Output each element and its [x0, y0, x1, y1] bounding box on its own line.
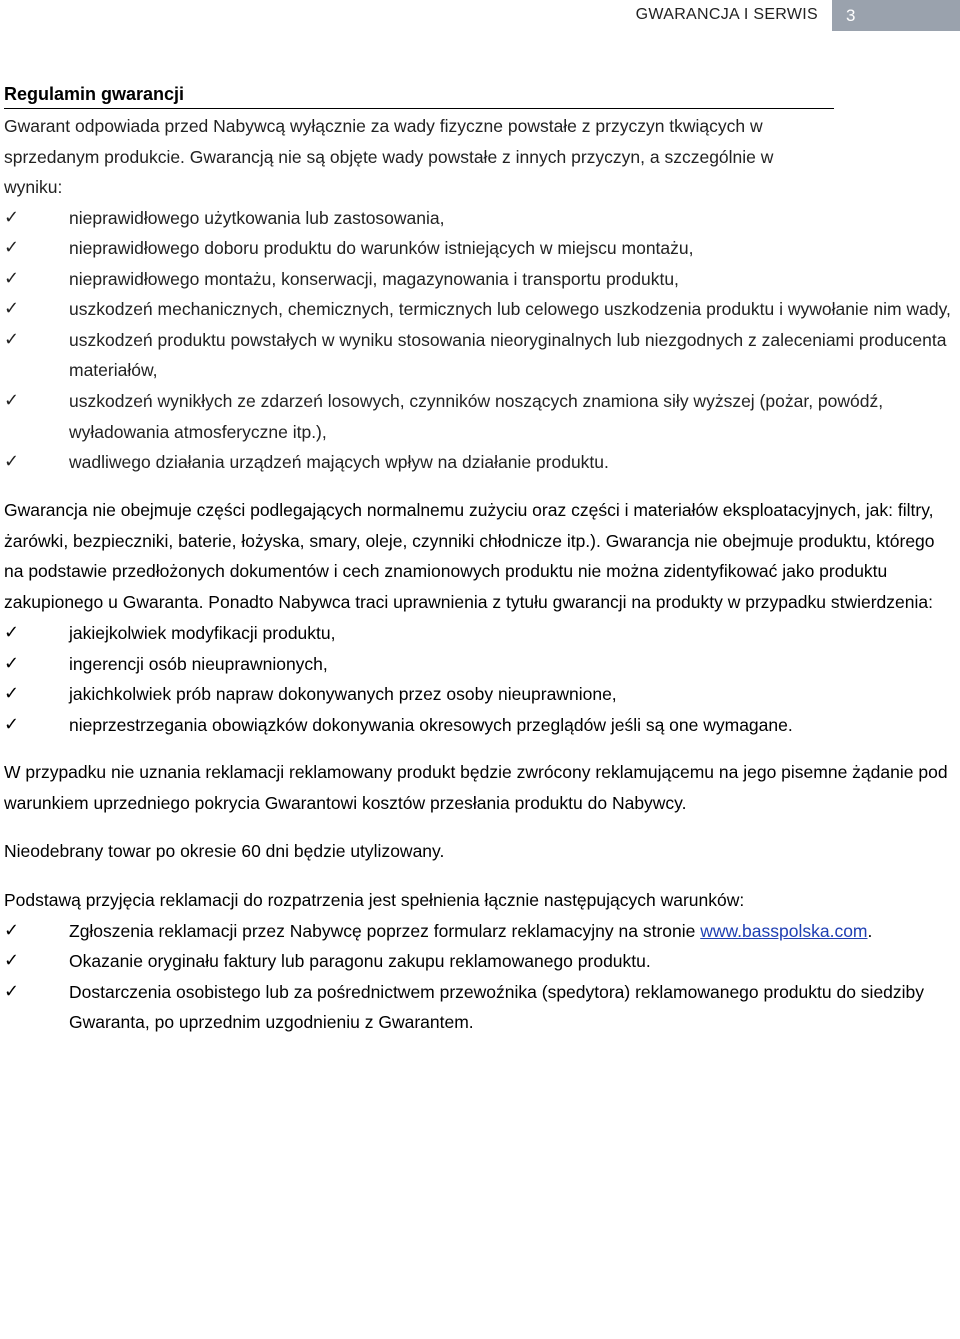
list-item-text: Dostarczenia osobistego lub za pośrednictwem przewoźnika (spedytora) reklamowanego produktu do siedziby Gwaranta, po uprzednim uzgodnieniu z Gwarantem. — [69, 981, 925, 1033]
list-item — [4, 649, 954, 680]
check-icon: ✓ — [4, 267, 20, 289]
list-item-text: nieprawidłowego montażu, konserwacji, magazynowania i transportu produktu, — [69, 268, 679, 289]
list-item-text: jakichkolwiek prób napraw dokonywanych przez osoby nieuprawnione, — [69, 684, 617, 705]
loss-conditions-list — [4, 618, 954, 740]
check-icon: ✓ — [4, 298, 20, 320]
check-icon: ✓ — [4, 919, 20, 941]
check-icon: ✓ — [4, 622, 20, 644]
website-link[interactable]: www.basspolska.com — [700, 920, 868, 941]
list-item — [4, 294, 954, 325]
paragraph-unclaimed: Nieodebrany towar po okresie 60 dni będzie utylizowany. — [4, 841, 445, 861]
list-item — [4, 618, 954, 649]
page-number: 3 — [832, 0, 960, 31]
paragraph-basis: Podstawą przyjęcia reklamacji do rozpatrzenia jest spełnienia łącznie następujących warunków: — [4, 889, 745, 910]
list-item — [4, 447, 954, 478]
list-item-text: uszkodzeń produktu powstałych w wyniku stosowania nieoryginalnych lub niezgodnych z zaleceniami producenta materiałów, — [69, 329, 947, 381]
check-icon: ✓ — [4, 683, 20, 705]
list-item-text: jakiejkolwiek modyfikacji produktu, — [69, 623, 336, 644]
exclusions-list — [4, 203, 954, 478]
list-item — [4, 233, 954, 264]
paragraph-parts-exclusions: Gwarancja nie obejmuje części podlegających normalnemu zużyciu oraz części i materiałów eksploatacyjnych, jak: filtry, żarówki, bezpieczniki, baterie, łożyska, smary, oleje, czynniki chłodnicze itp.). Gwarancja nie obejmuje produktu, którego na podstawie przedłożonych dokumentów i cech znamionowych produktu nie można zidentyfikować jako produktu zakupionego u Gwaranta. Ponadto Nabywca traci uprawnienia z tytułu gwarancji na produkty w przypadku stwierdzenia: — [4, 499, 935, 613]
list-item — [4, 325, 954, 386]
list-item-text: uszkodzeń wynikłych ze zdarzeń losowych, czynników noszących znamiona siły wyższej (pożar, powódź, wyładowania atmosferyczne itp.), — [69, 391, 884, 442]
check-icon: ✓ — [4, 451, 20, 473]
check-icon: ✓ — [4, 980, 20, 1002]
list-item-text: nieprawidłowego doboru produktu do warunków istniejących w miejscu montażu, — [69, 238, 694, 259]
check-icon: ✓ — [4, 390, 20, 412]
check-icon: ✓ — [4, 206, 20, 228]
list-item — [4, 386, 954, 447]
list-item-text: nieprzestrzegania obowiązków dokonywania okresowych przeglądów jeśli są one wymagane. — [69, 714, 793, 735]
check-icon: ✓ — [4, 237, 20, 259]
paragraph-return: W przypadku nie uznania reklamacji reklamowany produkt będzie zwrócony reklamującemu na jego pisemne żądanie pod warunkiem uprzedniego pokrycia Gwarantowi kosztów przesłania produktu do Nabywcy. — [4, 762, 948, 814]
check-icon: ✓ — [4, 713, 20, 735]
requirements-list — [4, 916, 954, 1038]
check-icon: ✓ — [4, 950, 20, 972]
list-item — [4, 977, 954, 1038]
intro-paragraph: Gwarant odpowiada przed Nabywcą wyłącznie za wady fizyczne powstałe z przyczyn tkwiących w sprzedanym produkcie. Gwarancją nie są objęte wady powstałe z innych przyczyn, a szczególnie w wyniku: — [4, 116, 774, 197]
page-header — [0, 0, 960, 31]
list-item-text: uszkodzeń mechanicznych, chemicznych, termicznych lub celowego uszkodzenia produktu i wywołanie nim wady, — [69, 299, 951, 320]
list-item — [4, 679, 954, 710]
check-icon: ✓ — [4, 652, 20, 674]
list-item-text: wadliwego działania urządzeń mających wpływ na działanie produktu. — [69, 452, 609, 473]
list-item — [4, 710, 954, 741]
list-item-text: Zgłoszenia reklamacji przez Nabywcę poprzez formularz reklamacyjny na stronie — [69, 920, 701, 941]
list-item-suffix: . — [867, 920, 873, 941]
list-item — [4, 916, 954, 947]
list-item — [4, 264, 954, 295]
list-item — [4, 946, 954, 977]
list-item-text: ingerencji osób nieuprawnionych, — [69, 653, 328, 674]
header-title: GWARANCJA I SERWIS — [635, 6, 818, 23]
list-item-text: nieprawidłowego użytkowania lub zastosowania, — [69, 207, 445, 228]
list-item-text: Okazanie oryginału faktury lub paragonu zakupu reklamowanego produktu. — [69, 951, 651, 972]
section-title: Regulamin gwarancji — [4, 80, 834, 109]
check-icon: ✓ — [4, 328, 20, 350]
document-body — [4, 80, 954, 1038]
list-item — [4, 203, 954, 234]
